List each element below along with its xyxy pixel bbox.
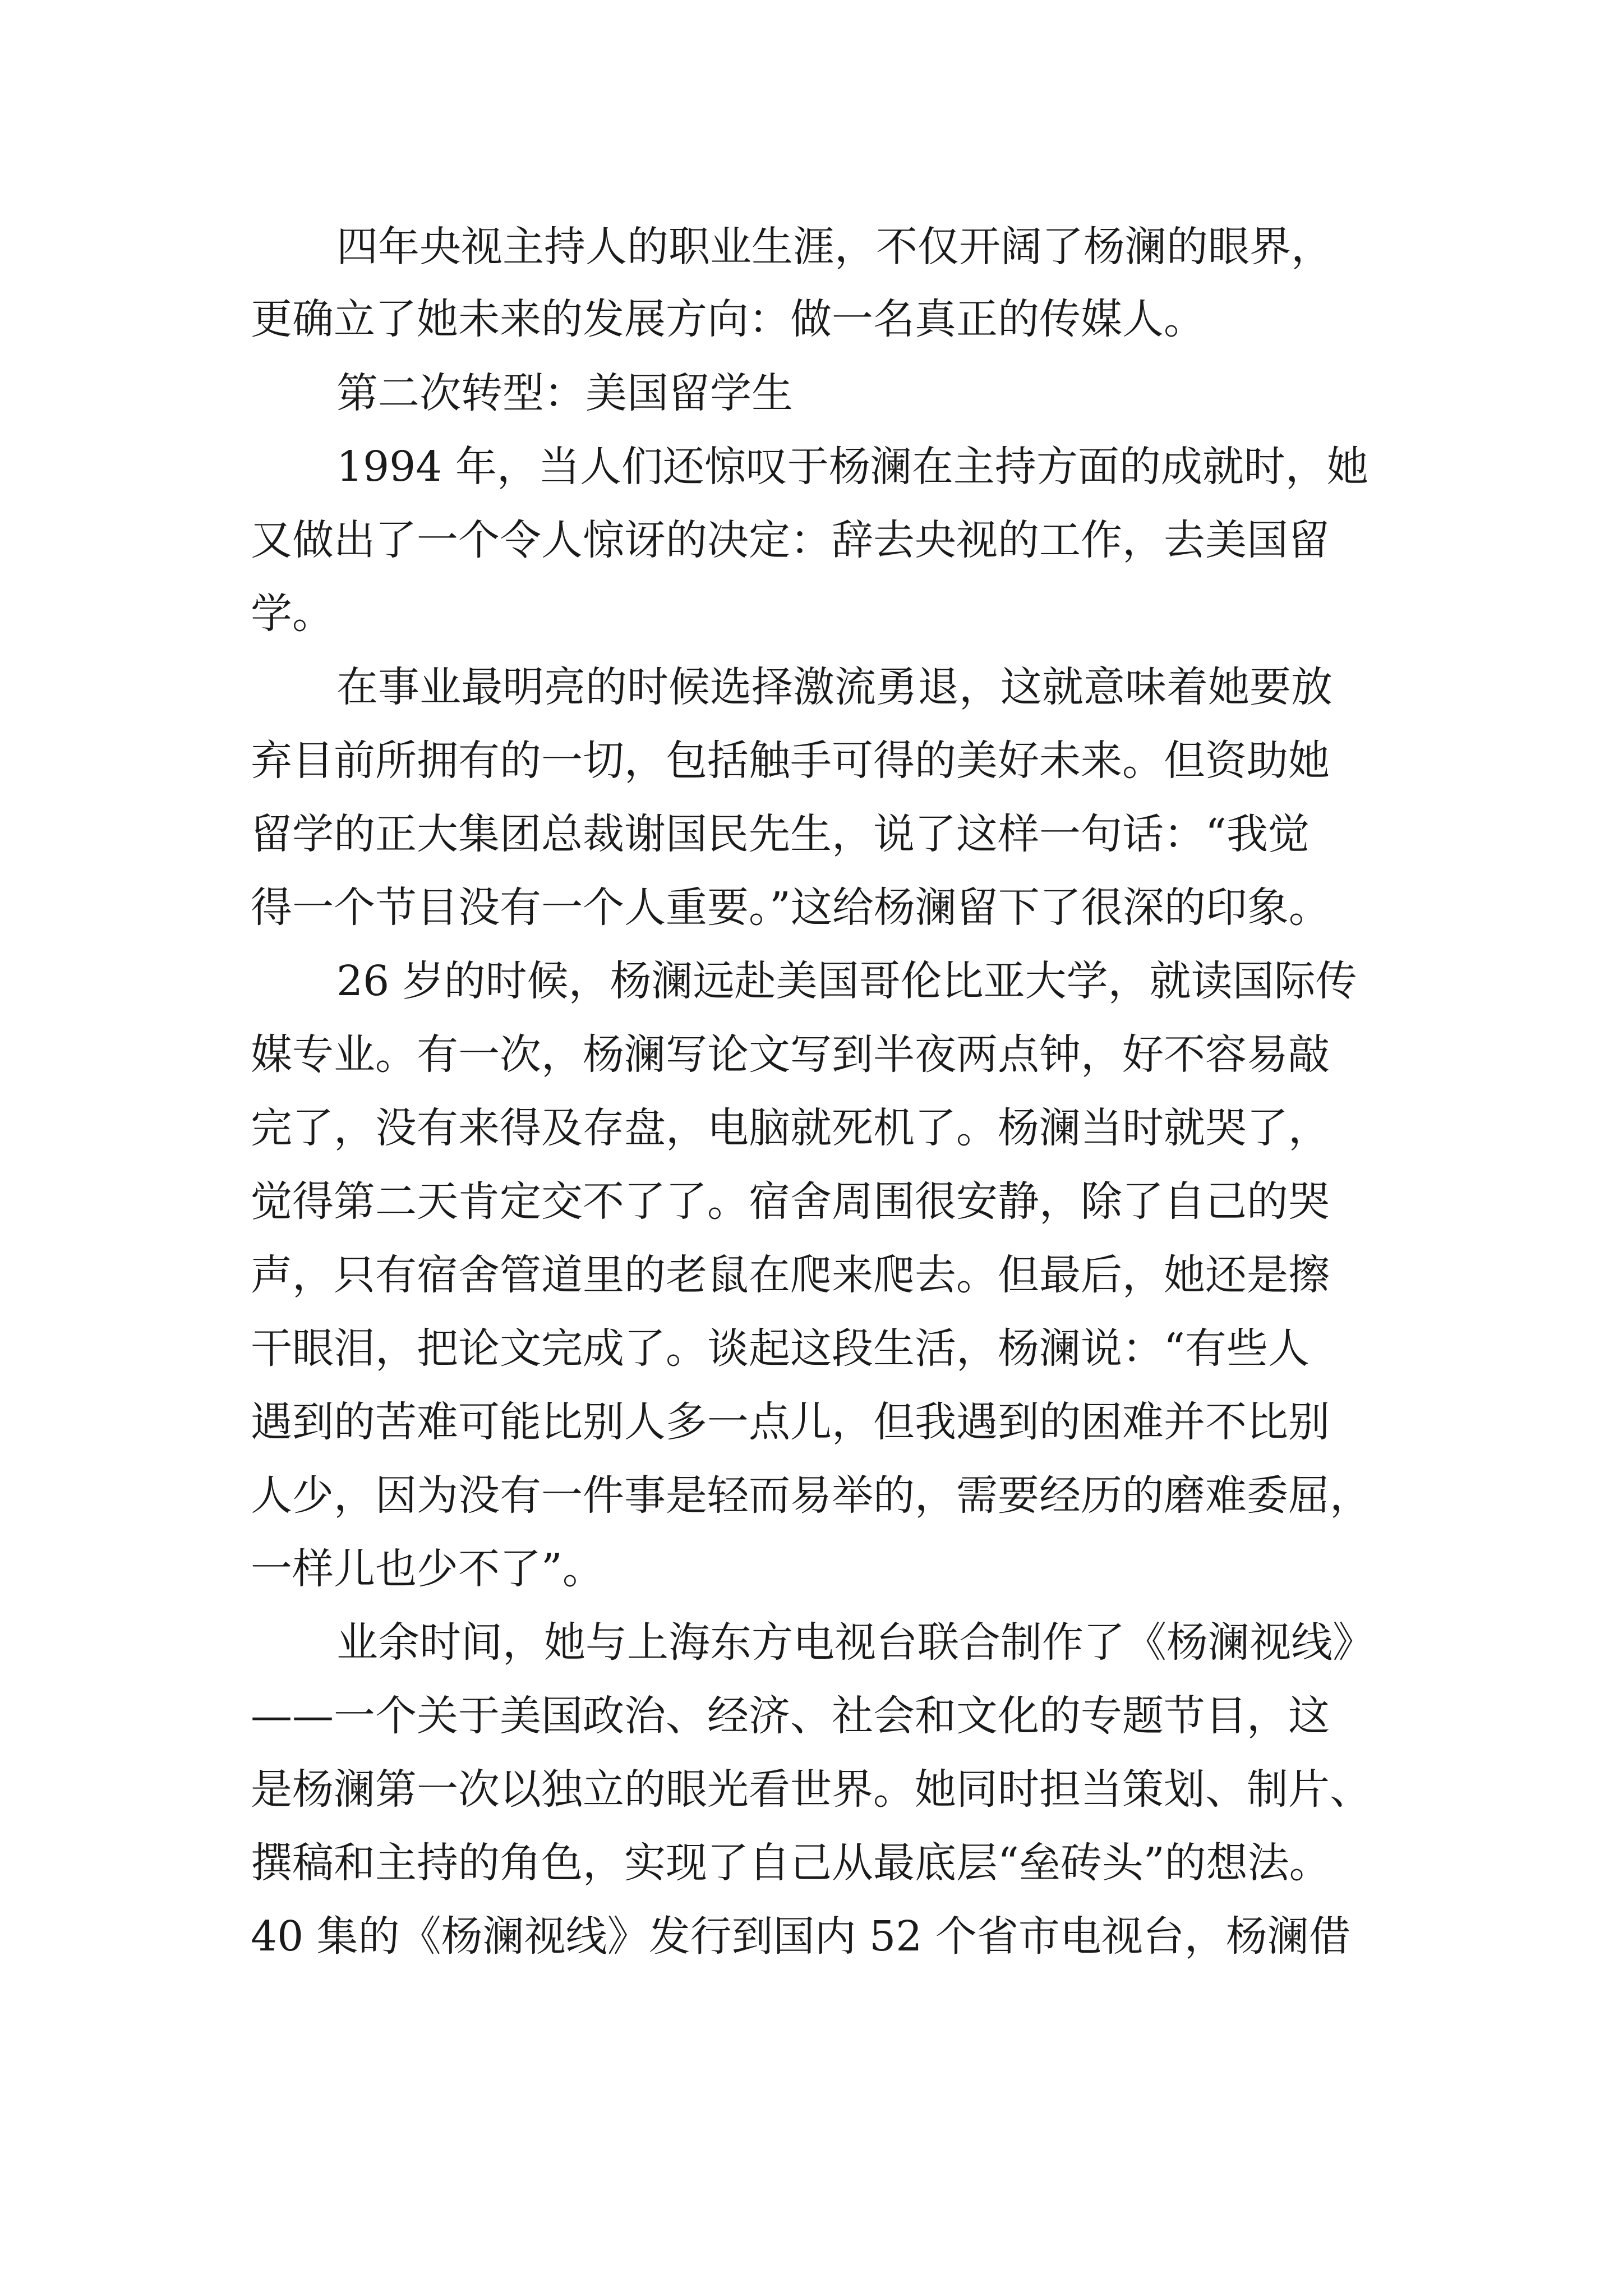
text-line: 一样儿也少不了”。 bbox=[251, 1545, 604, 1593]
text-line: 又做出了一个令人惊讶的决定：辞去央视的工作，去美国留 bbox=[251, 516, 1330, 564]
text-line: 得一个节目没有一个人重要。”这给杨澜留下了很深的印象。 bbox=[251, 884, 1330, 932]
section-heading: 第二次转型：美国留学生 bbox=[336, 369, 793, 417]
text-line: 1994 年，当人们还惊叹于杨澜在主持方面的成就时，她 bbox=[336, 443, 1368, 491]
text-line: 完了，没有来得及存盘，电脑就死机了。杨澜当时就哭了， bbox=[251, 1104, 1330, 1152]
text-line: 干眼泪，把论文完成了。谈起这段生活，杨澜说：“有些人 bbox=[251, 1324, 1310, 1373]
text-line: 在事业最明亮的时候选择激流勇退，这就意味着她要放 bbox=[336, 663, 1332, 711]
text-line: 弃目前所拥有的一切，包括触手可得的美好未来。但资助她 bbox=[251, 737, 1330, 785]
text-line: 觉得第二天肯定交不了了。宿舍周围很安静，除了自己的哭 bbox=[251, 1177, 1330, 1226]
text-line: 人少，因为没有一件事是轻而易举的，需要经历的磨难委屈， bbox=[251, 1471, 1371, 1520]
text-line: 学。 bbox=[251, 590, 334, 638]
text-line: 26 岁的时候，杨澜远赴美国哥伦比亚大学，就读国际传 bbox=[336, 957, 1357, 1005]
text-line: 留学的正大集团总裁谢国民先生，说了这样一句话：“我觉 bbox=[251, 810, 1310, 858]
text-line: 媒专业。有一次，杨澜写论文写到半夜两点钟，好不容易敲 bbox=[251, 1030, 1330, 1079]
text-line: ——一个关于美国政治、经济、社会和文化的专题节目，这 bbox=[251, 1692, 1330, 1740]
text-line: 更确立了她未来的发展方向：做一名真正的传媒人。 bbox=[251, 295, 1205, 343]
text-line: 撰稿和主持的角色，实现了自己从最底层“垒砖头”的想法。 bbox=[251, 1839, 1331, 1887]
text-line: 是杨澜第一次以独立的眼光看世界。她同时担当策划、制片、 bbox=[251, 1765, 1371, 1814]
text-line: 四年央视主持人的职业生涯，不仅开阔了杨澜的眼界， bbox=[336, 223, 1332, 271]
text-line: 声，只有宿舍管道里的老鼠在爬来爬去。但最后，她还是擦 bbox=[251, 1251, 1330, 1299]
text-line: 遇到的苦难可能比别人多一点儿，但我遇到的困难并不比别 bbox=[251, 1398, 1330, 1446]
text-line: 业余时间，她与上海东方电视台联合制作了《杨澜视线》 bbox=[336, 1618, 1374, 1667]
text-line: 40 集的《杨澜视线》发行到国内 52 个省市电视台，杨澜借 bbox=[251, 1912, 1350, 1961]
